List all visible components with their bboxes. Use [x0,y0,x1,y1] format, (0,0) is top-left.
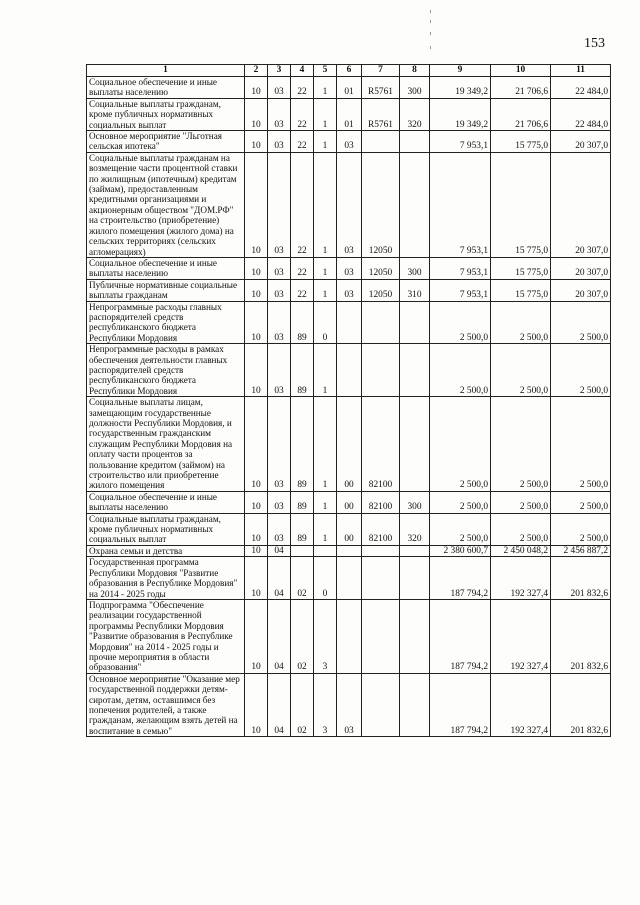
cell-col-9: 187 794,2 [430,557,491,600]
cell-col-6: 01 [337,98,362,130]
cell-col-9: 7 953,1 [430,257,491,279]
cell-col-10: 15 775,0 [491,152,551,257]
table-row [87,673,611,736]
cell-col-7 [362,131,400,153]
scan-speck [430,32,431,35]
cell-col-10: 2 500,0 [491,491,551,513]
cell-col-8: 300 [400,491,430,513]
cell-col-5: 1 [314,344,337,397]
cell-col-6 [337,301,362,344]
cell-col-9: 19 349,2 [430,98,491,130]
cell-col-10: 21 706,6 [491,98,551,130]
cell-col-3: 03 [268,98,291,130]
cell-col-7: R5761 [362,77,400,99]
table-row [87,545,611,557]
table-row [87,301,611,344]
cell-col-9: 2 500,0 [430,344,491,397]
cell-col-7: 82100 [362,491,400,513]
cell-col-5: 0 [314,557,337,600]
row-label: Публичные нормативные социальные выплаты гражданам [87,279,245,301]
cell-col-10: 2 450 048,2 [491,545,551,557]
cell-col-4: 89 [291,301,314,344]
scan-speck [430,46,431,49]
cell-col-6 [337,557,362,600]
cell-col-4: 89 [291,397,314,492]
cell-col-2: 10 [245,673,268,736]
cell-col-2: 10 [245,545,268,557]
cell-col-8 [400,152,430,257]
cell-col-11: 2 456 887,2 [551,545,611,557]
cell-col-7 [362,344,400,397]
cell-col-11: 20 307,0 [551,257,611,279]
table-row [87,513,611,545]
cell-col-2: 10 [245,279,268,301]
cell-col-11: 201 832,6 [551,557,611,600]
table-row [87,77,611,99]
column-header-3: 3 [268,65,291,77]
cell-col-6: 00 [337,513,362,545]
row-label: Социальное обеспечение и иные выплаты населению [87,491,245,513]
table-row [87,491,611,513]
table-row [87,131,611,153]
cell-col-8 [400,600,430,674]
column-header-11: 11 [551,65,611,77]
table-row [87,279,611,301]
cell-col-7: 12050 [362,152,400,257]
table-row [87,152,611,257]
cell-col-10: 15 775,0 [491,257,551,279]
cell-col-7: 12050 [362,257,400,279]
cell-col-11: 2 500,0 [551,344,611,397]
cell-col-8: 300 [400,77,430,99]
row-label: Подпрограмма "Обеспечение реализации государственной программы Республики Мордовия "Развитие образования в Республике Мордовия" на 2014 - 2025 годы и прочие мероприятия в области образования" [87,600,245,674]
cell-col-6 [337,545,362,557]
row-label: Социальные выплаты лицам, замещающим государственные должности Республики Мордовия, и государственным гражданским служащим Республики Мордовия на оплату части процентов за пользование кредитом (займом) на строительство или приобретение жилого помещения [87,397,245,492]
cell-col-2: 10 [245,344,268,397]
cell-col-5: 3 [314,600,337,674]
table-row [87,344,611,397]
cell-col-7 [362,301,400,344]
cell-col-4: 02 [291,600,314,674]
cell-col-8: 320 [400,513,430,545]
table-row [87,600,611,674]
cell-col-3: 04 [268,557,291,600]
cell-col-2: 10 [245,600,268,674]
cell-col-7: 82100 [362,397,400,492]
cell-col-5 [314,545,337,557]
row-label: Социальные выплаты гражданам, кроме публичных нормативных социальных выплат [87,98,245,130]
cell-col-9: 187 794,2 [430,600,491,674]
cell-col-10: 15 775,0 [491,131,551,153]
cell-col-11: 2 500,0 [551,301,611,344]
cell-col-3: 03 [268,257,291,279]
cell-col-5: 1 [314,513,337,545]
cell-col-2: 10 [245,152,268,257]
cell-col-4: 22 [291,77,314,99]
cell-col-2: 10 [245,98,268,130]
table-header-row [87,65,611,77]
budget-table [86,64,611,737]
table-row [87,397,611,492]
cell-col-10: 2 500,0 [491,513,551,545]
cell-col-2: 10 [245,301,268,344]
cell-col-11: 20 307,0 [551,279,611,301]
cell-col-2: 10 [245,557,268,600]
cell-col-3: 03 [268,344,291,397]
cell-col-11: 2 500,0 [551,397,611,492]
cell-col-3: 04 [268,673,291,736]
cell-col-5: 1 [314,397,337,492]
cell-col-4: 22 [291,131,314,153]
cell-col-8 [400,557,430,600]
row-label: Социальное обеспечение и иные выплаты населению [87,257,245,279]
cell-col-3: 03 [268,279,291,301]
cell-col-3: 04 [268,545,291,557]
cell-col-4: 22 [291,279,314,301]
cell-col-2: 10 [245,397,268,492]
cell-col-6: 03 [337,257,362,279]
cell-col-9: 7 953,1 [430,152,491,257]
column-header-6: 6 [337,65,362,77]
cell-col-9: 19 349,2 [430,77,491,99]
page-number: 153 [584,36,605,51]
cell-col-10: 2 500,0 [491,397,551,492]
cell-col-5: 1 [314,98,337,130]
cell-col-10: 2 500,0 [491,344,551,397]
cell-col-5: 1 [314,257,337,279]
cell-col-11: 2 500,0 [551,491,611,513]
column-header-5: 5 [314,65,337,77]
cell-col-4: 89 [291,491,314,513]
cell-col-10: 15 775,0 [491,279,551,301]
cell-col-11: 201 832,6 [551,600,611,674]
cell-col-2: 10 [245,491,268,513]
row-label: Социальное обеспечение и иные выплаты населению [87,77,245,99]
cell-col-9: 187 794,2 [430,673,491,736]
cell-col-10: 21 706,6 [491,77,551,99]
cell-col-10: 192 327,4 [491,673,551,736]
table-row [87,557,611,600]
cell-col-10: 2 500,0 [491,301,551,344]
column-header-7: 7 [362,65,400,77]
cell-col-9: 2 500,0 [430,301,491,344]
row-label: Основное мероприятие "Льготная сельская ипотека" [87,131,245,153]
cell-col-3: 04 [268,600,291,674]
cell-col-6: 01 [337,77,362,99]
cell-col-9: 2 500,0 [430,513,491,545]
cell-col-5: 3 [314,673,337,736]
cell-col-5: 1 [314,131,337,153]
column-header-4: 4 [291,65,314,77]
scan-speck [430,20,431,23]
cell-col-2: 10 [245,257,268,279]
cell-col-7 [362,557,400,600]
cell-col-9: 2 500,0 [430,491,491,513]
cell-col-4: 02 [291,557,314,600]
cell-col-4: 22 [291,152,314,257]
cell-col-5: 1 [314,491,337,513]
cell-col-9: 7 953,1 [430,279,491,301]
cell-col-6: 03 [337,673,362,736]
cell-col-3: 03 [268,397,291,492]
cell-col-7: 12050 [362,279,400,301]
cell-col-10: 192 327,4 [491,557,551,600]
cell-col-8: 300 [400,257,430,279]
cell-col-4 [291,545,314,557]
cell-col-9: 2 500,0 [430,397,491,492]
table-row [87,98,611,130]
cell-col-8 [400,545,430,557]
row-label: Непрограммные расходы в рамках обеспечения деятельности главных распорядителей средств республиканского бюджета Республики Мордовия [87,344,245,397]
cell-col-3: 03 [268,301,291,344]
cell-col-6: 00 [337,397,362,492]
cell-col-4: 02 [291,673,314,736]
cell-col-7 [362,545,400,557]
cell-col-8: 310 [400,279,430,301]
row-label: Социальные выплаты гражданам на возмещение части процентной ставки по жилищным (ипотечным) кредитам (займам), предоставленным кредитными организациями и акционерным обществом "ДОМ.РФ" на строительство (приобретение) жилого помещения (жилого дома) на сельских территориях (сельских агломерациях) [87,152,245,257]
cell-col-7 [362,600,400,674]
cell-col-7 [362,673,400,736]
cell-col-11: 2 500,0 [551,513,611,545]
row-label: Основное мероприятие "Оказание мер государственной поддержки детям-сиротам, детям, оставшимся без попечения родителей, а также гражданам, желающим взять детей на воспитание в семью" [87,673,245,736]
table-body [87,77,611,737]
cell-col-8 [400,397,430,492]
cell-col-4: 89 [291,344,314,397]
row-label: Охрана семьи и детства [87,545,245,557]
cell-col-11: 20 307,0 [551,131,611,153]
cell-col-8 [400,301,430,344]
cell-col-6 [337,344,362,397]
cell-col-6: 03 [337,279,362,301]
table-row [87,257,611,279]
cell-col-5: 1 [314,279,337,301]
cell-col-4: 89 [291,513,314,545]
cell-col-2: 10 [245,131,268,153]
cell-col-2: 10 [245,77,268,99]
column-header-9: 9 [430,65,491,77]
cell-col-2: 10 [245,513,268,545]
cell-col-11: 22 484,0 [551,98,611,130]
cell-col-11: 20 307,0 [551,152,611,257]
column-header-10: 10 [491,65,551,77]
cell-col-6 [337,600,362,674]
row-label: Государственная программа Республики Мордовия "Развитие образования в Республике Мордовия" на 2014 - 2025 годы [87,557,245,600]
cell-col-4: 22 [291,257,314,279]
cell-col-3: 03 [268,77,291,99]
cell-col-3: 03 [268,152,291,257]
cell-col-6: 00 [337,491,362,513]
column-header-2: 2 [245,65,268,77]
scan-speck [430,10,431,13]
cell-col-8 [400,131,430,153]
cell-col-10: 192 327,4 [491,600,551,674]
cell-col-6: 03 [337,131,362,153]
row-label: Непрограммные расходы главных распорядителей средств республиканского бюджета Республики Мордовия [87,301,245,344]
cell-col-11: 201 832,6 [551,673,611,736]
cell-col-5: 1 [314,77,337,99]
cell-col-8 [400,673,430,736]
cell-col-7: R5761 [362,98,400,130]
column-header-1: 1 [87,65,245,77]
cell-col-7: 82100 [362,513,400,545]
cell-col-4: 22 [291,98,314,130]
cell-col-3: 03 [268,131,291,153]
cell-col-6: 03 [337,152,362,257]
row-label: Социальные выплаты гражданам, кроме публичных нормативных социальных выплат [87,513,245,545]
cell-col-8 [400,344,430,397]
cell-col-3: 03 [268,513,291,545]
cell-col-5: 0 [314,301,337,344]
cell-col-5: 1 [314,152,337,257]
cell-col-9: 2 380 600,7 [430,545,491,557]
cell-col-11: 22 484,0 [551,77,611,99]
cell-col-8: 320 [400,98,430,130]
cell-col-3: 03 [268,491,291,513]
column-header-8: 8 [400,65,430,77]
cell-col-9: 7 953,1 [430,131,491,153]
